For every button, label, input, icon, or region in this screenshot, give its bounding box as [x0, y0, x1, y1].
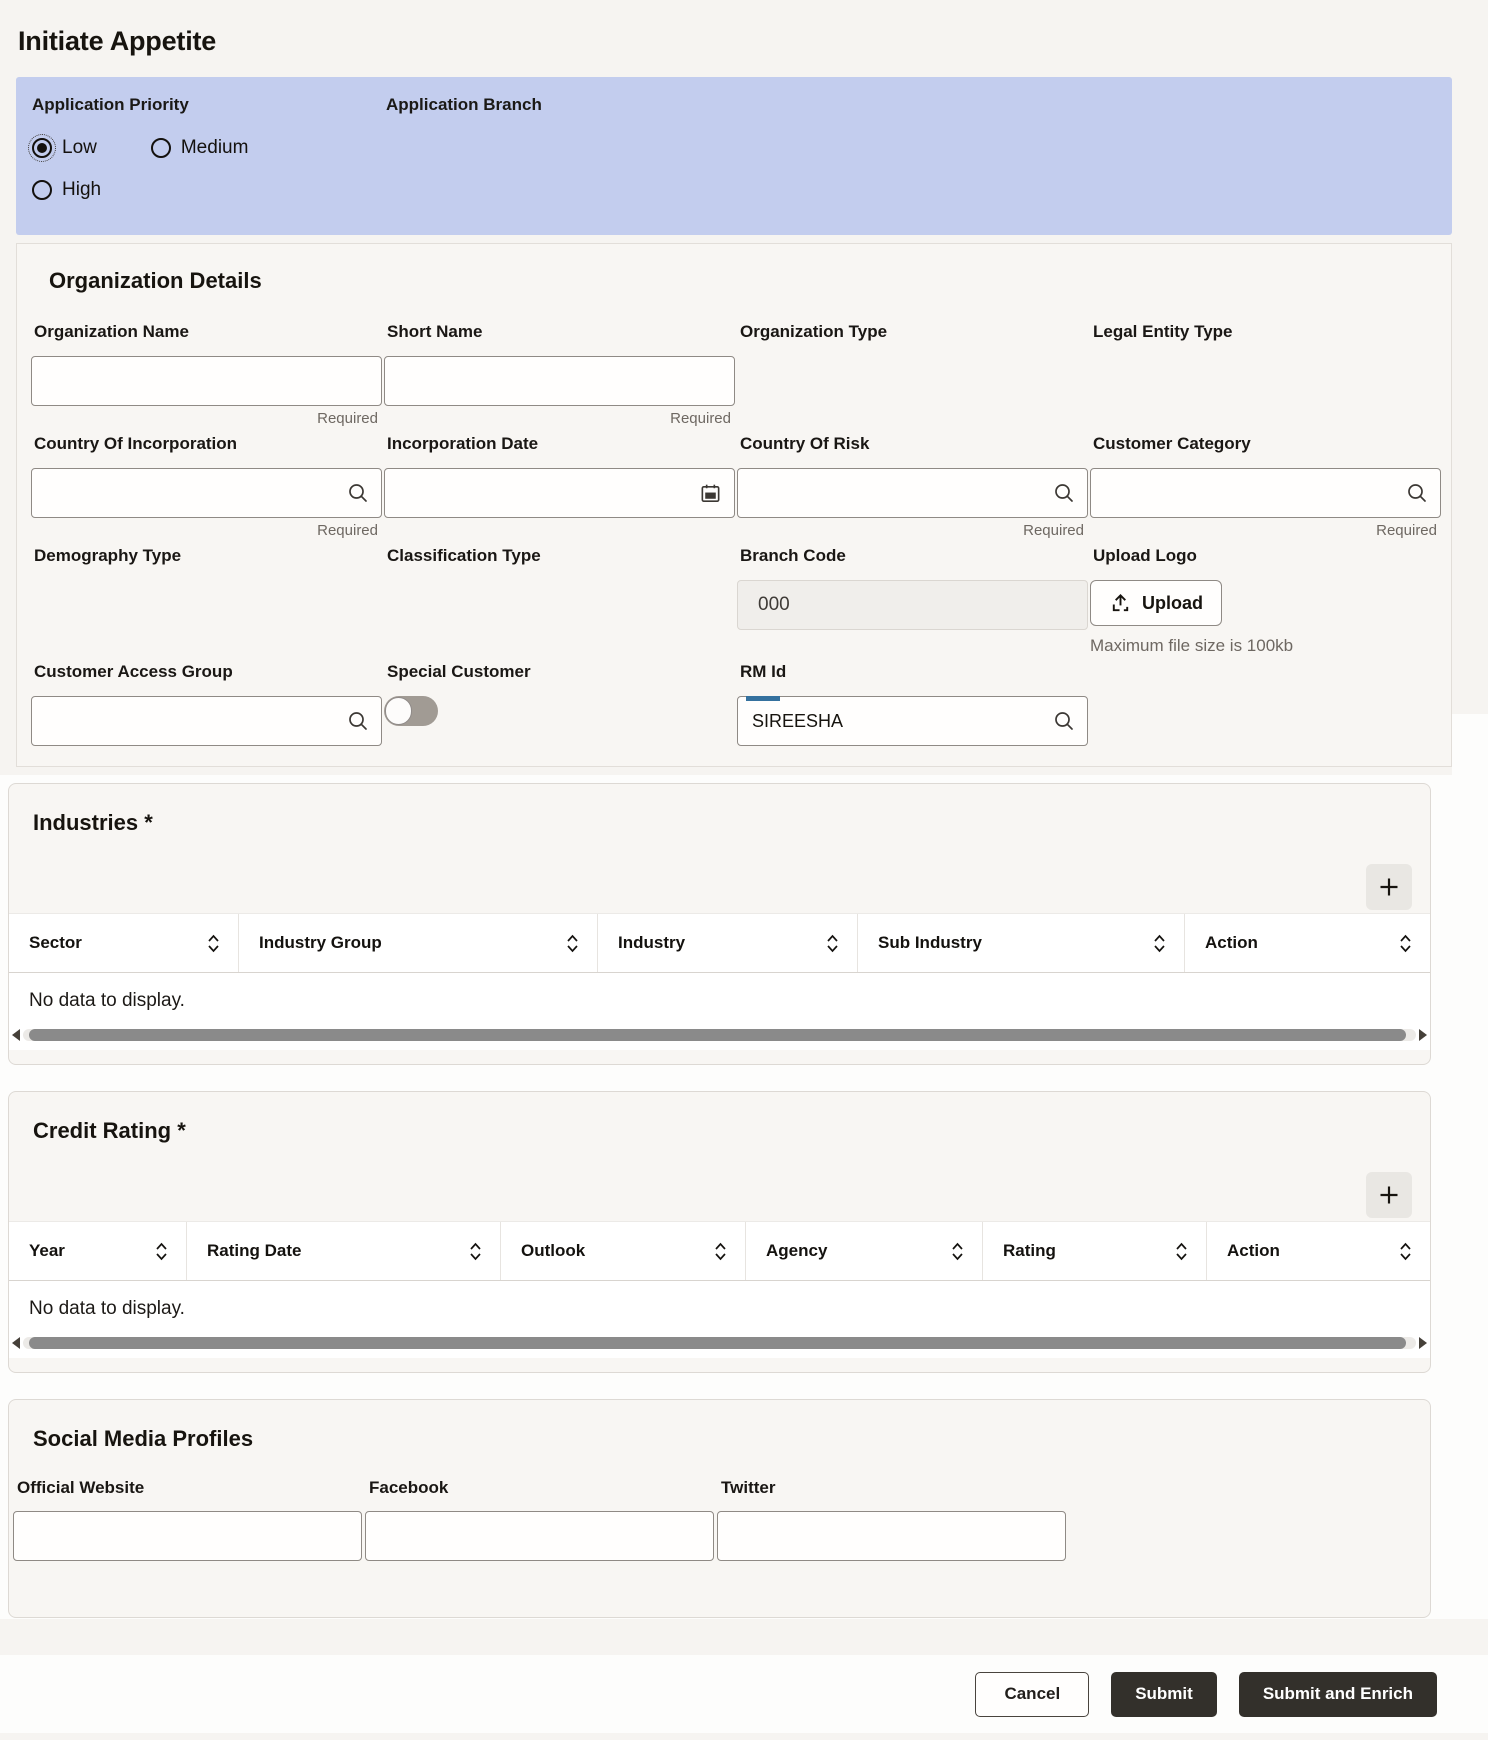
right-background-strip — [1452, 714, 1488, 786]
branch-code-cell — [737, 546, 1088, 656]
scrollbar-thumb[interactable] — [29, 1029, 1406, 1041]
country-of-incorporation-input[interactable] — [31, 468, 382, 518]
rm-id-label: RM Id — [740, 662, 787, 681]
sort-icon[interactable] — [155, 1241, 168, 1262]
organization-name-cell — [31, 322, 382, 428]
column-label: Sub Industry — [878, 933, 982, 952]
branch-code-label: Branch Code — [740, 546, 846, 565]
customer-access-group-cell — [31, 662, 382, 746]
radio-high[interactable] — [32, 179, 101, 201]
page-title: Initiate Appetite — [18, 26, 217, 56]
credit-rating-horizontal-scrollbar[interactable] — [9, 1337, 1430, 1358]
submit-button[interactable]: Submit — [1111, 1672, 1217, 1717]
column-label: Action — [1227, 1241, 1280, 1260]
upload-button-label: Upload — [1142, 592, 1203, 613]
industries-header-sector[interactable] — [9, 914, 239, 972]
application-priority-panel — [16, 77, 1452, 235]
facebook-cell — [365, 1478, 714, 1561]
column-label: Rating Date — [207, 1241, 302, 1260]
official-website-field[interactable] — [28, 1512, 349, 1560]
radio-high-label: High — [62, 179, 102, 200]
column-label: Industry — [618, 933, 686, 952]
branch-code-input — [737, 580, 1088, 630]
incorporation-date-hint-spacer — [384, 518, 735, 540]
incorporation-date-input[interactable] — [384, 468, 735, 518]
plus-icon — [1377, 875, 1401, 899]
twitter-cell — [717, 1478, 1066, 1561]
panel-labels — [32, 95, 1436, 115]
credit-header-action[interactable] — [1207, 1222, 1430, 1280]
industries-header-industry[interactable] — [598, 914, 858, 972]
search-icon[interactable] — [1406, 482, 1428, 504]
branch-code-field — [758, 581, 1075, 629]
radio-low-label: Low — [62, 137, 97, 158]
search-icon[interactable] — [1053, 710, 1075, 732]
social-media-card — [8, 1399, 1431, 1618]
incorporation-date-label: Incorporation Date — [387, 434, 539, 453]
twitter-input[interactable] — [717, 1511, 1066, 1561]
customer-category-field[interactable] — [1105, 469, 1406, 517]
credit-header-rating-date[interactable] — [187, 1222, 501, 1280]
sort-icon[interactable] — [1153, 933, 1166, 954]
empty-cell — [1090, 662, 1441, 746]
scroll-left-arrow-icon[interactable] — [12, 1337, 20, 1349]
classification-type-label: Classification Type — [387, 546, 541, 565]
legal-entity-type-cell — [1090, 322, 1441, 428]
sort-icon[interactable] — [566, 933, 579, 954]
organization-name-label: Organization Name — [34, 322, 189, 341]
column-label: Industry Group — [259, 933, 382, 952]
industries-toolbar — [9, 864, 1430, 910]
country-of-incorporation-field[interactable] — [46, 469, 347, 517]
column-label: Sector — [29, 933, 82, 952]
country-of-risk-required-hint: Required — [1023, 522, 1084, 539]
classification-type-cell — [384, 546, 735, 656]
column-label: Rating — [1003, 1241, 1056, 1260]
twitter-field[interactable] — [732, 1512, 1053, 1560]
customer-access-group-label: Customer Access Group — [34, 662, 233, 681]
application-branch-label: Application Branch — [386, 95, 542, 114]
radio-medium-circle — [151, 138, 171, 158]
cancel-button[interactable]: Cancel — [975, 1672, 1089, 1717]
industries-header-industry-group[interactable] — [239, 914, 598, 972]
credit-rating-empty-row: No data to display. — [9, 1281, 1430, 1337]
country-of-risk-label: Country Of Risk — [740, 434, 870, 453]
sort-icon[interactable] — [207, 933, 220, 954]
credit-header-year[interactable] — [9, 1222, 187, 1280]
column-label: Agency — [766, 1241, 828, 1260]
incorporation-date-field[interactable] — [399, 469, 699, 517]
organization-name-field[interactable] — [46, 357, 369, 405]
column-label: Outlook — [521, 1241, 586, 1260]
organization-name-input[interactable] — [31, 356, 382, 406]
organization-details-card — [16, 243, 1452, 767]
scroll-right-arrow-icon[interactable] — [1419, 1337, 1427, 1349]
customer-access-group-input[interactable] — [31, 696, 382, 746]
radio-medium-label: Medium — [180, 137, 249, 158]
legal-entity-type-label: Legal Entity Type — [1093, 322, 1233, 341]
upload-logo-label: Upload Logo — [1093, 546, 1197, 565]
short-name-label: Short Name — [387, 322, 483, 341]
credit-rating-card — [8, 1091, 1431, 1373]
toggle-knob — [385, 697, 412, 725]
submit-and-enrich-button[interactable]: Submit and Enrich — [1239, 1672, 1437, 1717]
short-name-cell — [384, 322, 735, 428]
credit-rating-table — [9, 1221, 1430, 1358]
application-priority-label: Application Priority — [32, 95, 189, 114]
country-of-risk-cell — [737, 434, 1088, 540]
priority-radio-row-2 — [32, 179, 1436, 201]
industries-table — [9, 913, 1430, 1050]
twitter-label: Twitter — [721, 1478, 776, 1497]
official-website-label: Official Website — [17, 1478, 145, 1497]
organization-name-required-hint: Required — [317, 410, 378, 427]
sort-icon[interactable] — [826, 933, 839, 954]
upload-max-size-hint: Maximum file size is 100kb — [1090, 636, 1294, 655]
country-of-incorporation-label: Country Of Incorporation — [34, 434, 238, 453]
facebook-input[interactable] — [365, 1511, 714, 1561]
column-label: Year — [29, 1241, 65, 1260]
upload-logo-cell — [1090, 546, 1441, 656]
search-icon[interactable] — [347, 482, 369, 504]
credit-rating-table-header — [9, 1222, 1430, 1281]
social-media-grid — [13, 1478, 1430, 1561]
priority-radio-row-1 — [32, 137, 1436, 159]
short-name-required-hint: Required — [670, 410, 731, 427]
calendar-icon[interactable] — [699, 482, 722, 505]
credit-rating-toolbar — [9, 1172, 1430, 1218]
sort-icon[interactable] — [951, 1241, 964, 1262]
country-of-risk-input[interactable] — [737, 468, 1088, 518]
facebook-field[interactable] — [380, 1512, 701, 1560]
country-of-risk-field[interactable] — [752, 469, 1053, 517]
radio-medium[interactable] — [151, 137, 249, 159]
incorporation-date-cell — [384, 434, 735, 540]
radio-low-dot — [37, 143, 47, 153]
demography-type-cell — [31, 546, 382, 656]
special-customer-toggle[interactable] — [384, 696, 438, 726]
industries-header-action[interactable] — [1185, 914, 1430, 972]
special-customer-label: Special Customer — [387, 662, 531, 681]
column-label: Action — [1205, 933, 1258, 952]
industries-title: Industries * — [33, 810, 153, 835]
short-name-input[interactable] — [384, 356, 735, 406]
credit-rating-title: Credit Rating * — [33, 1118, 186, 1143]
radio-low[interactable] — [32, 137, 97, 159]
customer-category-input[interactable] — [1090, 468, 1441, 518]
organization-details-title: Organization Details — [49, 268, 262, 293]
lower-region — [0, 775, 1488, 1619]
upload-icon — [1109, 592, 1132, 615]
short-name-field[interactable] — [399, 357, 722, 405]
branch-code-hint-spacer — [737, 630, 1088, 652]
customer-category-label: Customer Category — [1093, 434, 1251, 453]
organization-type-label: Organization Type — [740, 322, 888, 341]
industries-table-header — [9, 914, 1430, 973]
country-of-incorporation-required-hint: Required — [317, 522, 378, 539]
search-icon[interactable] — [1053, 482, 1075, 504]
rm-id-cell — [737, 662, 1088, 746]
radio-low-circle — [32, 138, 52, 158]
rm-id-field[interactable] — [752, 697, 1053, 745]
plus-icon — [1377, 1183, 1401, 1207]
upload-button[interactable] — [1090, 580, 1222, 626]
radio-high-circle — [32, 180, 52, 200]
facebook-label: Facebook — [369, 1478, 449, 1497]
scrollbar-thumb[interactable] — [29, 1337, 1406, 1349]
scrollbar-track[interactable] — [23, 1029, 1416, 1041]
sort-icon[interactable] — [1399, 933, 1412, 954]
footer-action-bar — [0, 1655, 1488, 1733]
official-website-input[interactable] — [13, 1511, 362, 1561]
organization-form-grid — [31, 322, 1437, 746]
organization-type-cell — [737, 322, 1088, 428]
add-industry-button[interactable] — [1366, 864, 1412, 910]
credit-header-outlook[interactable] — [501, 1222, 746, 1280]
industries-empty-row: No data to display. — [9, 973, 1430, 1029]
special-customer-cell — [384, 662, 735, 746]
sort-icon[interactable] — [1175, 1241, 1188, 1262]
search-icon[interactable] — [347, 710, 369, 732]
official-website-cell — [13, 1478, 362, 1561]
industries-horizontal-scrollbar[interactable] — [9, 1029, 1430, 1050]
rm-id-focus-indicator — [746, 696, 780, 701]
customer-access-group-field[interactable] — [46, 697, 347, 745]
scrollbar-track[interactable] — [23, 1337, 1416, 1349]
sort-icon[interactable] — [1399, 1241, 1412, 1262]
social-media-title: Social Media Profiles — [33, 1426, 254, 1451]
credit-header-agency[interactable] — [746, 1222, 983, 1280]
scroll-right-arrow-icon[interactable] — [1419, 1029, 1427, 1041]
credit-header-rating[interactable] — [983, 1222, 1207, 1280]
demography-type-label: Demography Type — [34, 546, 182, 565]
customer-category-required-hint: Required — [1376, 522, 1437, 539]
industries-card — [8, 783, 1431, 1065]
scroll-left-arrow-icon[interactable] — [12, 1029, 20, 1041]
customer-category-cell — [1090, 434, 1441, 540]
country-of-incorporation-cell — [31, 434, 382, 540]
industries-header-sub-industry[interactable] — [858, 914, 1185, 972]
add-credit-rating-button[interactable] — [1366, 1172, 1412, 1218]
sort-icon[interactable] — [469, 1241, 482, 1262]
rm-id-input[interactable] — [737, 696, 1088, 746]
sort-icon[interactable] — [714, 1241, 727, 1262]
